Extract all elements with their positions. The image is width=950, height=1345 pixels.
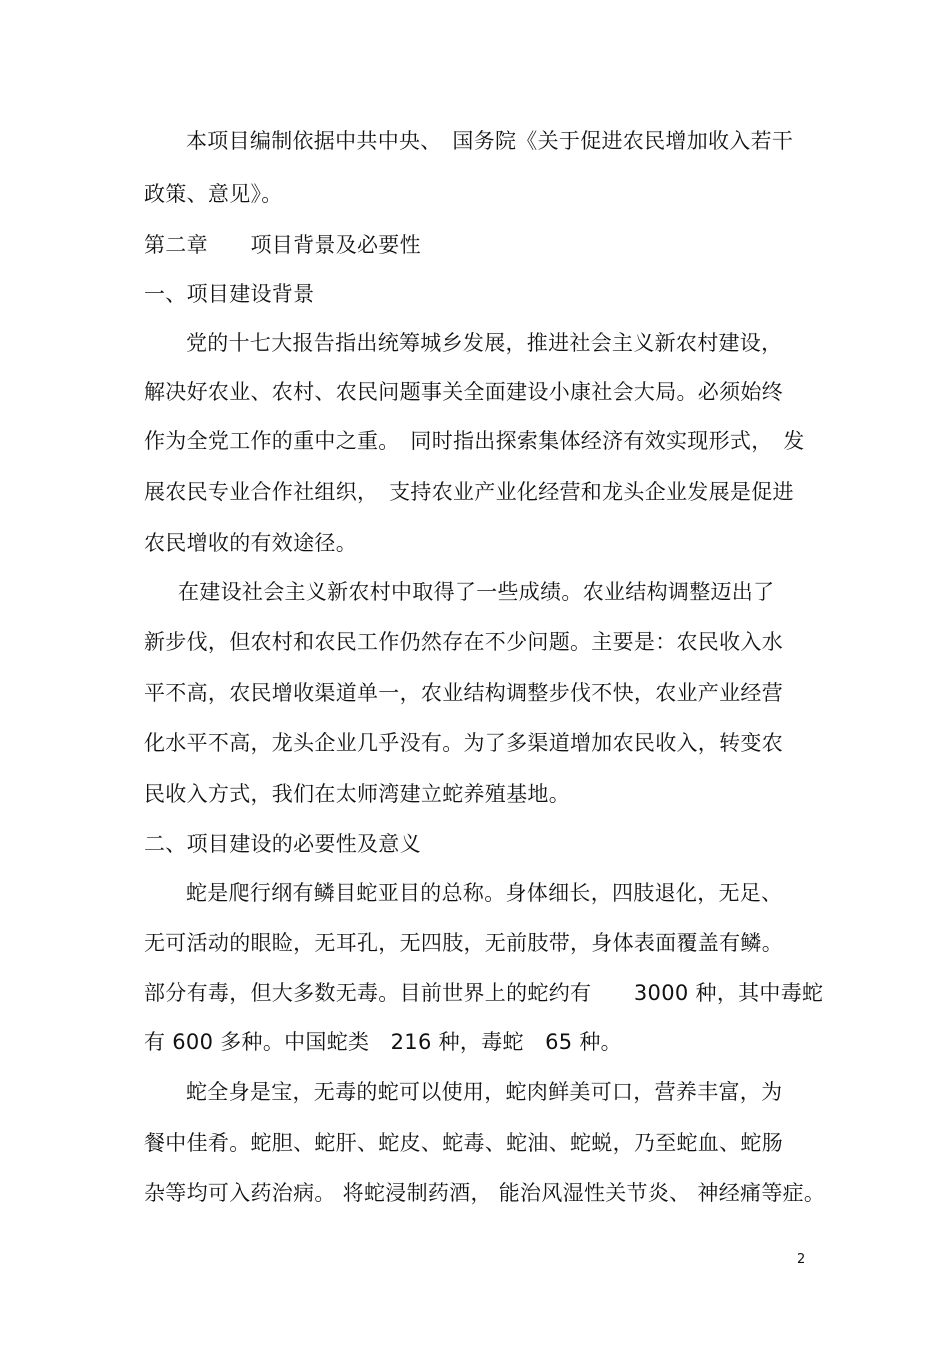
- paragraph-line-problems-3: 平不高，农民增收渠道单一，农业结构调整步伐不快，农业产业经营: [144, 681, 783, 705]
- paragraph-line-policy-2: 解决好农业、农村、农民问题事关全面建设小康社会大局。必须始终: [144, 380, 783, 404]
- chapter-heading: 第二章 项目背景及必要性: [144, 233, 421, 257]
- paragraph-line-problems-2: 新步伐，但农村和农民工作仍然存在不少问题。主要是：农民收入水: [144, 630, 783, 654]
- paragraph-line-problems-1: 在建设社会主义新农村中取得了一些成绩。农业结构调整迈出了: [178, 580, 775, 604]
- paragraph-line-problems-5: 民收入方式，我们在太师湾建立蛇养殖基地。: [144, 782, 570, 806]
- paragraph-line-value-3: 杂等均可入药治病。 将蛇浸制药酒， 能治风湿性关节炎、 神经痛等症。: [144, 1181, 826, 1205]
- paragraph-line-value-2: 餐中佳肴。蛇胆、蛇肝、蛇皮、蛇毒、蛇油、蛇蜕，乃至蛇血、蛇肠: [144, 1131, 783, 1155]
- paragraph-line-snake-2: 无可活动的眼睑，无耳孔，无四肢，无前肢带，身体表面覆盖有鳞。: [144, 931, 783, 955]
- paragraph-line-snake-3: 部分有毒，但大多数无毒。目前世界上的蛇约有 3000 种，其中毒蛇: [144, 981, 824, 1005]
- paragraph-line-policy-5: 农民增收的有效途径。: [144, 531, 357, 555]
- paragraph-line-policy-4: 展农民专业合作社组织， 支持农业产业化经营和龙头企业发展是促进: [144, 480, 794, 504]
- paragraph-line-policy-1: 党的十七大报告指出统筹城乡发展，推进社会主义新农村建设，: [186, 331, 783, 355]
- paragraph-line-snake-1: 蛇是爬行纲有鳞目蛇亚目的总称。身体细长，四肢退化，无足、: [186, 881, 783, 905]
- page-number: 2: [797, 1252, 806, 1267]
- paragraph-line-snake-4: 有 600 多种。中国蛇类 216 种，毒蛇 65 种。: [144, 1030, 622, 1054]
- section-heading-background: 一、项目建设背景: [144, 282, 315, 306]
- paragraph-line-basis-2: 政策、意见》。: [144, 182, 283, 206]
- section-heading-necessity: 二、项目建设的必要性及意义: [144, 832, 421, 856]
- paragraph-line-basis-1: 本项目编制依据中共中央、 国务院《关于促进农民增加收入若干: [186, 129, 794, 153]
- paragraph-line-problems-4: 化水平不高，龙头企业几乎没有。为了多渠道增加农民收入，转变农: [144, 731, 783, 755]
- paragraph-line-policy-3: 作为全党工作的重中之重。 同时指出探索集体经济有效实现形式， 发: [144, 429, 805, 453]
- paragraph-line-value-1: 蛇全身是宝，无毒的蛇可以使用，蛇肉鲜美可口，营养丰富，为: [186, 1080, 783, 1104]
